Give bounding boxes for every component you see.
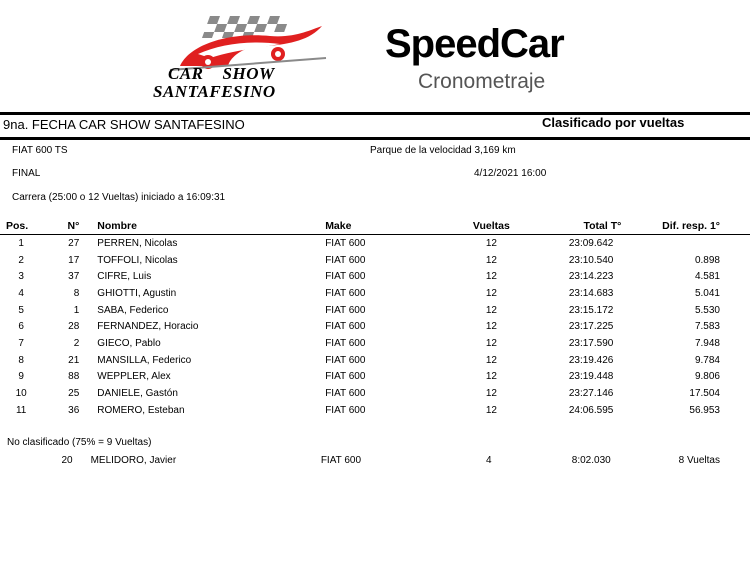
cell-diff: 7.583 bbox=[694, 321, 720, 333]
session-label: FINAL bbox=[12, 168, 41, 179]
cell-pos: 1 bbox=[18, 237, 24, 249]
cell-laps: 4 bbox=[486, 454, 492, 466]
cell-make: FIAT 600 bbox=[325, 254, 366, 266]
not-classified-table bbox=[0, 452, 750, 468]
cell-diff bbox=[627, 235, 750, 252]
col-name: Nombre bbox=[81, 218, 325, 235]
table-row bbox=[0, 318, 750, 335]
cell-total: 23:27.146 bbox=[568, 388, 614, 400]
cell-name: CIFRE, Luis bbox=[97, 271, 152, 283]
cell-diff: 9.806 bbox=[694, 371, 720, 383]
cell-name: WEPPLER, Alex bbox=[97, 371, 171, 383]
cell-laps: 12 bbox=[485, 354, 497, 366]
cell-name: TOFFOLI, Nicolas bbox=[97, 254, 178, 266]
speedcar-logo bbox=[385, 22, 564, 93]
cell-no: 21 bbox=[68, 354, 80, 366]
cell-name: GIECO, Pablo bbox=[97, 337, 161, 349]
cell-make: FIAT 600 bbox=[325, 287, 366, 299]
not-classified-body bbox=[0, 452, 750, 468]
cell-total: 23:19.448 bbox=[568, 371, 614, 383]
cell-laps: 12 bbox=[485, 337, 497, 349]
cell-make: FIAT 600 bbox=[325, 337, 366, 349]
cell-laps: 12 bbox=[485, 287, 497, 299]
cell-total: 23:10.540 bbox=[568, 254, 614, 266]
not-classified-label: No clasificado (75% = 9 Vueltas) bbox=[7, 437, 152, 448]
col-laps: Vueltas bbox=[464, 218, 520, 235]
cell-total: 23:15.172 bbox=[568, 304, 614, 316]
cell-diff: 5.530 bbox=[694, 304, 720, 316]
cell-pos: 2 bbox=[18, 254, 24, 266]
logo-santafesino-text: SANTAFESINO bbox=[153, 82, 276, 101]
cell-total: 23:14.683 bbox=[568, 287, 614, 299]
cell-name: MANSILLA, Federico bbox=[97, 354, 192, 366]
cell-make: FIAT 600 bbox=[325, 304, 366, 316]
cell-laps: 12 bbox=[485, 271, 497, 283]
cell-pos: 9 bbox=[18, 371, 24, 383]
cell-name: MELIDORO, Javier bbox=[90, 454, 177, 466]
cell-pos: 6 bbox=[18, 321, 24, 333]
speedcar-subtitle: Cronometraje bbox=[418, 70, 546, 93]
car-show-logo bbox=[150, 14, 340, 102]
cell-pos: 3 bbox=[18, 271, 24, 283]
cell-make: FIAT 600 bbox=[325, 271, 366, 283]
cell-total: 23:17.225 bbox=[568, 321, 614, 333]
cell-laps: 12 bbox=[485, 237, 497, 249]
classification-title: Clasificado por vueltas bbox=[542, 115, 685, 130]
cell-pos: 10 bbox=[15, 388, 27, 400]
cell-make: FIAT 600 bbox=[325, 371, 366, 383]
cell-no: 8 bbox=[73, 287, 80, 299]
cell-no: 1 bbox=[73, 304, 80, 316]
col-total-time: Total T° bbox=[519, 218, 627, 235]
cell-laps: 12 bbox=[485, 321, 497, 333]
cell-diff: 9.784 bbox=[694, 354, 720, 366]
cell-name: FERNANDEZ, Horacio bbox=[97, 321, 199, 333]
cell-pos: 7 bbox=[18, 337, 24, 349]
cell-total: 23:19.426 bbox=[568, 354, 614, 366]
table-row bbox=[0, 252, 750, 269]
cell-make: FIAT 600 bbox=[325, 354, 366, 366]
cell-no: 88 bbox=[68, 371, 80, 383]
cell-no: 20 bbox=[61, 454, 73, 466]
cell-total: 24:06.595 bbox=[568, 404, 614, 416]
table-row bbox=[0, 235, 750, 252]
cell-total: 23:14.223 bbox=[568, 271, 614, 283]
cell-laps: 12 bbox=[485, 371, 497, 383]
table-row bbox=[0, 369, 750, 386]
cell-name: GHIOTTI, Agustin bbox=[97, 287, 177, 299]
results-body bbox=[0, 235, 750, 419]
col-number: N° bbox=[42, 218, 81, 235]
col-make: Make bbox=[325, 218, 463, 235]
cell-no: 2 bbox=[73, 337, 80, 349]
cell-total: 8:02.030 bbox=[571, 454, 611, 466]
table-row bbox=[0, 285, 750, 302]
cell-no: 25 bbox=[68, 388, 80, 400]
cell-name: SABA, Federico bbox=[97, 304, 169, 316]
col-pos: Pos. bbox=[0, 218, 42, 235]
cell-make: FIAT 600 bbox=[325, 404, 366, 416]
cell-pos bbox=[0, 452, 35, 468]
cell-no: 37 bbox=[68, 271, 80, 283]
cell-diff: 7.948 bbox=[694, 337, 720, 349]
cell-diff: 56.953 bbox=[689, 404, 720, 416]
table-row bbox=[0, 335, 750, 352]
cell-diff: 0.898 bbox=[694, 254, 720, 266]
cell-make: FIAT 600 bbox=[325, 388, 366, 400]
table-row bbox=[0, 268, 750, 285]
header-bottom-rule bbox=[0, 137, 750, 140]
cell-pos: 4 bbox=[18, 287, 24, 299]
race-info-label: Carrera (25:00 o 12 Vueltas) iniciado a 16:09:31 bbox=[12, 192, 226, 203]
cell-name: PERREN, Nicolas bbox=[97, 237, 178, 249]
cell-laps: 12 bbox=[485, 388, 497, 400]
datetime-label: 4/12/2021 16:00 bbox=[474, 168, 547, 179]
cell-diff: 4.581 bbox=[694, 271, 720, 283]
cell-diff: 5.041 bbox=[694, 287, 720, 299]
table-row bbox=[0, 302, 750, 319]
cell-diff: 17.504 bbox=[689, 388, 720, 400]
col-diff: Dif. resp. 1° bbox=[627, 218, 750, 235]
cell-no: 27 bbox=[68, 237, 80, 249]
track-label: Parque de la velocidad 3,169 km bbox=[370, 145, 516, 156]
cell-make: FIAT 600 bbox=[325, 237, 366, 249]
speedcar-title: SpeedCar bbox=[385, 22, 564, 66]
cell-laps: 12 bbox=[485, 254, 497, 266]
category-label: FIAT 600 TS bbox=[12, 145, 68, 156]
cell-make: FIAT 600 bbox=[325, 321, 366, 333]
cell-total: 23:09.642 bbox=[568, 237, 614, 249]
cell-pos: 5 bbox=[18, 304, 24, 316]
results-header-row bbox=[0, 218, 750, 235]
cell-name: ROMERO, Esteban bbox=[97, 404, 185, 416]
cell-total: 23:17.590 bbox=[568, 337, 614, 349]
event-title: 9na. FECHA CAR SHOW SANTAFESINO bbox=[3, 117, 245, 132]
table-row bbox=[0, 402, 750, 419]
table-row bbox=[0, 352, 750, 369]
cell-diff: 8 Vueltas bbox=[678, 454, 720, 466]
cell-no: 17 bbox=[68, 254, 80, 266]
logo-car-show-text: CAR SHOW bbox=[168, 64, 275, 83]
cell-name: DANIELE, Gastón bbox=[97, 388, 178, 400]
table-row bbox=[0, 452, 750, 468]
cell-laps: 12 bbox=[485, 404, 497, 416]
cell-pos: 8 bbox=[18, 354, 24, 366]
table-row bbox=[0, 385, 750, 402]
cell-laps: 12 bbox=[485, 304, 497, 316]
cell-no: 36 bbox=[68, 404, 80, 416]
cell-no: 28 bbox=[68, 321, 80, 333]
cell-pos: 11 bbox=[15, 404, 27, 416]
cell-make: FIAT 600 bbox=[320, 454, 362, 466]
results-table bbox=[0, 218, 750, 419]
